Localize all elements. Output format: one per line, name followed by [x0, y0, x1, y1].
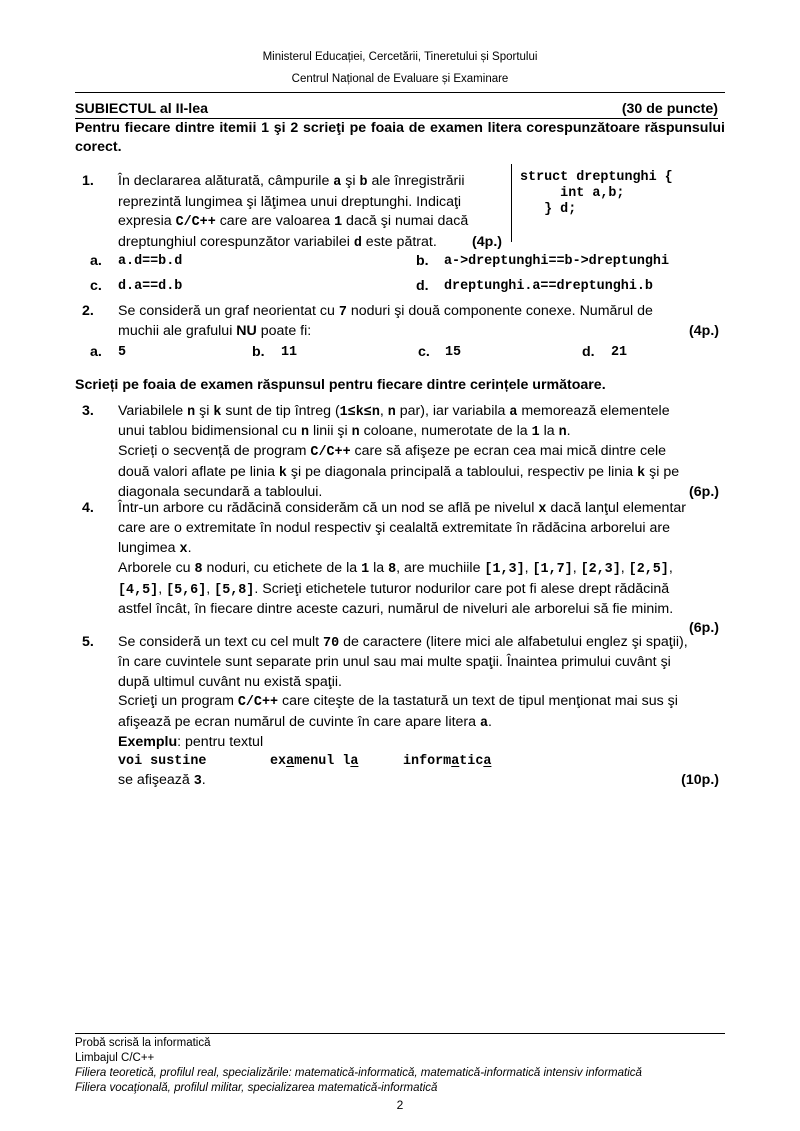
footer-track-2: Filiera vocaţională, profilul militar, specializarea matematică-informatică — [75, 1082, 438, 1094]
q2-option-d-letter: d. — [582, 344, 595, 360]
q5-word-1: voi sustine — [118, 754, 207, 770]
q5-number: 5. — [82, 634, 94, 650]
page-header — [75, 46, 725, 90]
q1-option-a: a.d==b.d — [118, 254, 183, 269]
q5-points: (10p.) — [681, 772, 719, 789]
ministry-name: Ministerul Educației, Cercetării, Tineretului și Sportului — [262, 51, 538, 63]
q3-number: 3. — [82, 403, 94, 419]
q1-code: struct dreptunghi { int a,b; } d; — [520, 170, 673, 217]
q4-text: Într-un arbore cu rădăcină considerăm că un nod se află pe nivelul x dacă lanţul elementar care are o extremitate în nodul respectiv şi cealaltă extremitate în rădăcina arborelui are lungimea x. Arborele cu 8 noduri, cu etichete de la 1 la 8, are muchiile [1,3], [1,7], [2,3], [2,5], [4,5], [5,6], [5,8]. Scrieţi etichetele tuturor nodurilor care pot fi alese drept rădăcină astfel încât, în fiecare dintre aceste cazuri, numărul de niveluri ale arborelui să fie minim. (6p.) — [118, 500, 719, 637]
q3-text: Variabilele n şi k sunt de tip întreg (1≤k≤n, n par), iar variabila a memorează elementele unui tablou bidimensional cu n linii şi n coloane, numerotate de la 1 la n. Scrieți o secvență de program C/C++ care să afişeze pe ecran cea mai mică dintre cele două valori aflate pe linia k şi pe diagonala principală a tabloului, respectiv pe linia k şi pe diagonala secundară a tabloului. (6p.) — [118, 402, 719, 502]
q2-option-a: 5 — [118, 345, 127, 360]
center-name: Centrul Național de Evaluare și Examinare — [291, 73, 509, 85]
q2-option-b-letter: b. — [252, 344, 265, 360]
subject-title: SUBIECTUL al II-lea — [75, 101, 208, 117]
q2-option-a-letter: a. — [90, 344, 102, 360]
q5-example-label: Exemplu — [118, 734, 178, 751]
q1-option-b-letter: b. — [416, 253, 429, 269]
q5-example-text — [118, 752, 719, 771]
q1-points: (4p.) — [472, 233, 502, 250]
q5-word-3: informatica — [403, 754, 492, 770]
instruction-mcq: Pentru fiecare dintre itemii 1 şi 2 scrieţi pe foaia de examen litera corespunzătoare răspunsului corect. — [75, 120, 725, 155]
q1-number: 1. — [82, 173, 94, 189]
q4-number: 4. — [82, 500, 94, 516]
q2-option-c: 15 — [445, 345, 462, 360]
footer-divider — [75, 1033, 725, 1034]
page-number: 2 — [396, 1098, 404, 1112]
q1-option-c-letter: c. — [90, 278, 102, 294]
footer-language: Limbajul C/C++ — [75, 1052, 155, 1064]
q1-option-d: dreptunghi.a==dreptunghi.b — [444, 279, 653, 294]
instruction-open: Scrieți pe foaia de examen răspunsul pentru fiecare dintre cerințele următoare. — [75, 377, 606, 393]
q1-option-a-letter: a. — [90, 253, 102, 269]
q2-option-c-letter: c. — [418, 344, 430, 360]
q2-option-d: 21 — [611, 345, 628, 360]
q4-points: (6p.) — [689, 620, 719, 637]
q2-text: Se consideră un graf neorientat cu 7 noduri şi două componente conexe. Numărul de muchii ale grafului NU poate fi: (4p.) — [118, 303, 719, 339]
q2-option-b: 11 — [281, 345, 298, 360]
q5-word-2: examenul la — [270, 754, 359, 770]
q5-text: Se consideră un text cu cel mult 70 de caractere (litere mici ale alfabetului englez şi spaţii), în care cuvintele sunt separate prin unul sau mai multe spaţii. Înaintea primului cuvânt şi după ultimul cuvânt nu există spaţii. Scrieţi un program C/C++ care citeşte de la tastatură un text de tipul menţionat mai sus şi afişează pe ecran numărul de cuvinte în care apare litera a. Exemplu: pentru textul voi sustine examenul la informatica se afişează 3. (10p.) — [118, 634, 719, 790]
subject-title-row — [75, 100, 718, 119]
q2-number: 2. — [82, 303, 94, 319]
header-divider — [75, 92, 725, 93]
footer-exam: Probă scrisă la informatică — [75, 1037, 211, 1049]
subject-points: (30 de puncte) — [621, 101, 718, 117]
page-footer — [75, 1036, 725, 1096]
q1-option-c: d.a==d.b — [118, 279, 183, 294]
q1-option-d-letter: d. — [416, 278, 429, 294]
q1-option-b: a->dreptunghi==b->dreptunghi — [444, 254, 669, 269]
q2-points: (4p.) — [689, 323, 719, 339]
footer-track-1: Filiera teoretică, profilul real, specializările: matematică-informatică, matematică-informatică intensiv informatică — [75, 1067, 642, 1079]
q1-text: În declararea alăturată, câmpurile a şi b ale înregistrării reprezintă lungimea şi lăţimea unui dreptunghi. Indicaţi expresia C/C++ care are valoarea 1 dacă şi numai dacă dreptunghiul corespunzător variabilei d este pătrat. (4p.) — [118, 173, 502, 251]
q1-code-box — [511, 164, 722, 242]
q3-points: (6p.) — [689, 483, 719, 500]
q5-example-intro: : pentru textul — [177, 734, 264, 751]
